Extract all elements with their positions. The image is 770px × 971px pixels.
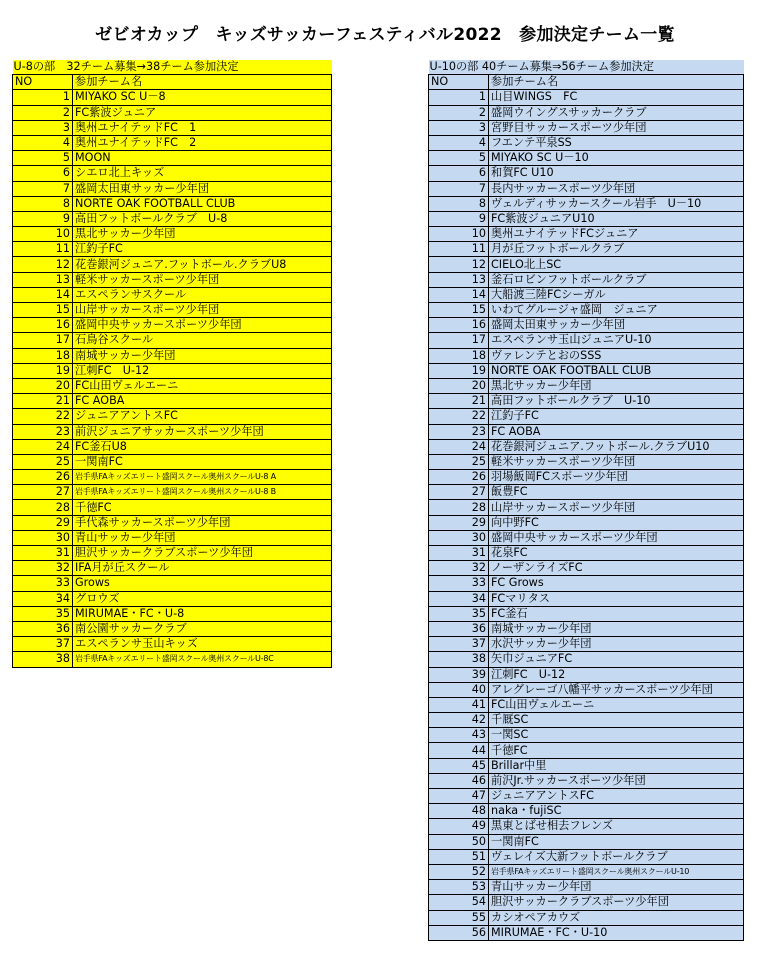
team-name: 黒北サッカー少年団 — [489, 378, 744, 393]
u10-table-body — [429, 60, 744, 940]
team-number: 28 — [13, 500, 73, 515]
team-name: 江釣子FC — [489, 409, 744, 424]
team-name: NORTE OAK FOOTBALL CLUB — [73, 196, 332, 211]
team-number: 5 — [13, 151, 73, 166]
team-number: 55 — [429, 910, 489, 925]
team-name: 一関SC — [489, 728, 744, 743]
table-row — [13, 211, 332, 226]
table-row — [429, 561, 744, 576]
column-header-no: NO — [13, 75, 73, 90]
team-name: 花巻銀河ジュニア.フットボール.クラブU10 — [489, 439, 744, 454]
team-name: Grows — [73, 576, 332, 591]
table-row — [13, 561, 332, 576]
u8-table-body — [13, 60, 332, 667]
team-name: 一関南FC — [489, 834, 744, 849]
table-row — [13, 333, 332, 348]
team-number: 25 — [429, 454, 489, 469]
table-row — [13, 394, 332, 409]
team-name: 手代森サッカースポーツ少年団 — [73, 515, 332, 530]
team-number: 15 — [13, 303, 73, 318]
team-name: 岩手県FAキッズエリート盛岡スクール奥州スクールU-10 — [489, 864, 744, 879]
table-row — [429, 880, 744, 895]
team-name: 高田フットボールクラブ U-8 — [73, 211, 332, 226]
team-name: 長内サッカースポーツ少年団 — [489, 181, 744, 196]
team-number: 28 — [429, 500, 489, 515]
team-number: 24 — [13, 439, 73, 454]
team-number: 7 — [429, 181, 489, 196]
table-row — [13, 606, 332, 621]
team-number: 45 — [429, 758, 489, 773]
team-name: FC AOBA — [489, 424, 744, 439]
team-number: 23 — [13, 424, 73, 439]
team-number: 38 — [13, 652, 73, 667]
team-name: エスペランサスクール — [73, 287, 332, 302]
team-number: 43 — [429, 728, 489, 743]
team-name: 矢巾ジュニアFC — [489, 652, 744, 667]
team-number: 47 — [429, 789, 489, 804]
team-number: 51 — [429, 849, 489, 864]
table-row — [429, 758, 744, 773]
team-number: 39 — [429, 667, 489, 682]
team-number: 31 — [13, 546, 73, 561]
team-name: シエロ北上キッズ — [73, 166, 332, 181]
table-row — [429, 333, 744, 348]
team-name: 胆沢サッカークラブスポーツ少年団 — [73, 546, 332, 561]
table-row — [429, 743, 744, 758]
team-number: 21 — [13, 394, 73, 409]
table-header-row — [429, 75, 744, 90]
team-number: 27 — [429, 485, 489, 500]
team-number: 16 — [13, 318, 73, 333]
team-number: 10 — [13, 227, 73, 242]
table-row — [429, 849, 744, 864]
team-name: 前沢ジュニアサッカースポーツ少年団 — [73, 424, 332, 439]
team-name: 岩手県FAキッズエリート盛岡スクール奥州スクールU-8 A — [73, 470, 332, 485]
table-row — [13, 303, 332, 318]
team-number: 29 — [13, 515, 73, 530]
team-number: 32 — [429, 561, 489, 576]
team-name: 奥州ユナイテッドFC 1 — [73, 120, 332, 135]
team-number: 2 — [13, 105, 73, 120]
team-name: 山岸サッカースポーツ少年団 — [73, 303, 332, 318]
team-number: 37 — [13, 637, 73, 652]
table-header-row — [13, 75, 332, 90]
team-name: 奥州ユナイテッドFCジュニア — [489, 227, 744, 242]
team-name: 月が丘フットボールクラブ — [489, 242, 744, 257]
team-number: 42 — [429, 713, 489, 728]
team-number: 3 — [429, 120, 489, 135]
team-name: 宮野目サッカースポーツ少年団 — [489, 120, 744, 135]
team-number: 1 — [429, 90, 489, 105]
team-name: 盛岡太田東サッカー少年団 — [489, 318, 744, 333]
team-number: 35 — [13, 606, 73, 621]
team-name: IFA月が丘スクール — [73, 561, 332, 576]
team-number: 13 — [13, 272, 73, 287]
team-name: FC AOBA — [73, 394, 332, 409]
team-number: 33 — [13, 576, 73, 591]
table-row — [429, 272, 744, 287]
team-name: 花巻銀河ジュニア.フットボール.クラブU8 — [73, 257, 332, 272]
team-name: Brillar中里 — [489, 758, 744, 773]
team-name: naka・fujiSC — [489, 804, 744, 819]
team-name: FCマリタス — [489, 591, 744, 606]
table-row — [13, 90, 332, 105]
table-row — [13, 500, 332, 515]
team-number: 31 — [429, 546, 489, 561]
team-name: NORTE OAK FOOTBALL CLUB — [489, 363, 744, 378]
team-number: 6 — [13, 166, 73, 181]
team-name: MIYAKO SC U－8 — [73, 90, 332, 105]
team-name: ヴェレイズ大新フットボールクラブ — [489, 849, 744, 864]
team-number: 14 — [13, 287, 73, 302]
table-row — [13, 135, 332, 150]
table-row — [429, 515, 744, 530]
team-number: 27 — [13, 485, 73, 500]
table-row — [429, 819, 744, 834]
table-row — [13, 470, 332, 485]
u8-caption: U-8の部 32チーム募集→38チーム参加決定 — [13, 60, 332, 75]
team-number: 53 — [429, 880, 489, 895]
table-row — [13, 515, 332, 530]
table-row — [429, 394, 744, 409]
team-name: FC山田ヴェルエーニ — [73, 378, 332, 393]
table-row — [429, 181, 744, 196]
table-row — [13, 242, 332, 257]
team-number: 17 — [13, 333, 73, 348]
team-number: 25 — [13, 454, 73, 469]
table-row — [13, 591, 332, 606]
team-number: 54 — [429, 895, 489, 910]
table-row — [13, 409, 332, 424]
table-row — [13, 546, 332, 561]
team-number: 34 — [13, 591, 73, 606]
team-name: グロウズ — [73, 591, 332, 606]
team-name: 飯豊FC — [489, 485, 744, 500]
table-row — [13, 287, 332, 302]
table-row — [429, 925, 744, 940]
team-name: 向中野FC — [489, 515, 744, 530]
team-number: 14 — [429, 287, 489, 302]
table-row — [429, 789, 744, 804]
team-name: 江刺FC U-12 — [489, 667, 744, 682]
table-row — [429, 318, 744, 333]
team-name: 盛岡ウイングスサッカークラブ — [489, 105, 744, 120]
team-number: 9 — [429, 211, 489, 226]
team-name: 盛岡太田東サッカー少年団 — [73, 181, 332, 196]
team-number: 20 — [429, 378, 489, 393]
u10-caption: U-10の部 40チーム募集⇒56チーム参加決定 — [429, 60, 744, 75]
table-row — [429, 227, 744, 242]
team-name: 釜石ロビンフットボールクラブ — [489, 272, 744, 287]
table-row — [429, 773, 744, 788]
team-number: 44 — [429, 743, 489, 758]
table-row — [429, 90, 744, 105]
table-row — [429, 485, 744, 500]
table-row — [13, 652, 332, 667]
team-number: 56 — [429, 925, 489, 940]
table-row — [13, 424, 332, 439]
team-name: 水沢サッカー少年団 — [489, 637, 744, 652]
table-row — [429, 211, 744, 226]
table-row — [13, 439, 332, 454]
team-name: エスペランサ玉山ジュニアU-10 — [489, 333, 744, 348]
team-name: 千徳FC — [73, 500, 332, 515]
team-number: 29 — [429, 515, 489, 530]
table-row — [429, 424, 744, 439]
table-row — [429, 500, 744, 515]
table-row — [13, 227, 332, 242]
table-row — [429, 864, 744, 879]
column-header-team: 参加チーム名 — [73, 75, 332, 90]
table-row — [429, 697, 744, 712]
column-header-no: NO — [429, 75, 489, 90]
team-number: 34 — [429, 591, 489, 606]
table-row — [429, 834, 744, 849]
table-row — [429, 120, 744, 135]
team-number: 48 — [429, 804, 489, 819]
table-row — [429, 470, 744, 485]
team-name: CIELO北上SC — [489, 257, 744, 272]
team-name: MIYAKO SC U－10 — [489, 151, 744, 166]
team-name: 胆沢サッカークラブスポーツ少年団 — [489, 895, 744, 910]
team-number: 19 — [13, 363, 73, 378]
team-name: 青山サッカー少年団 — [73, 530, 332, 545]
table-row — [429, 363, 744, 378]
team-number: 2 — [429, 105, 489, 120]
team-number: 37 — [429, 637, 489, 652]
table-row — [429, 713, 744, 728]
table-row — [429, 667, 744, 682]
team-number: 23 — [429, 424, 489, 439]
team-number: 10 — [429, 227, 489, 242]
team-number: 22 — [429, 409, 489, 424]
team-name: 江刺FC U-12 — [73, 363, 332, 378]
team-name: 盛岡中央サッカースポーツ少年団 — [73, 318, 332, 333]
team-number: 20 — [13, 378, 73, 393]
team-number: 3 — [13, 120, 73, 135]
team-name: 奥州ユナイテッドFC 2 — [73, 135, 332, 150]
team-number: 36 — [429, 621, 489, 636]
team-name: MOON — [73, 151, 332, 166]
team-number: 30 — [429, 530, 489, 545]
table-row — [429, 242, 744, 257]
table-row — [13, 454, 332, 469]
team-number: 11 — [13, 242, 73, 257]
table-row — [13, 196, 332, 211]
table-row — [429, 591, 744, 606]
team-name: エスペランサ玉山キッズ — [73, 637, 332, 652]
team-name: 盛岡中央サッカースポーツ少年団 — [489, 530, 744, 545]
team-number: 17 — [429, 333, 489, 348]
team-number: 9 — [13, 211, 73, 226]
team-number: 12 — [429, 257, 489, 272]
table-row — [429, 257, 744, 272]
team-name: 南公園サッカークラブ — [73, 621, 332, 636]
table-row — [13, 318, 332, 333]
table-row — [429, 652, 744, 667]
team-number: 33 — [429, 576, 489, 591]
team-name: 一関南FC — [73, 454, 332, 469]
team-name: 山目WINGS FC — [489, 90, 744, 105]
table-row — [429, 637, 744, 652]
table-row — [429, 606, 744, 621]
team-number: 41 — [429, 697, 489, 712]
team-number: 8 — [13, 196, 73, 211]
team-number: 32 — [13, 561, 73, 576]
team-name: 南城サッカー少年団 — [489, 621, 744, 636]
team-number: 6 — [429, 166, 489, 181]
table-caption-row — [429, 60, 744, 75]
table-row — [13, 105, 332, 120]
team-name: 山岸サッカースポーツ少年団 — [489, 500, 744, 515]
team-number: 35 — [429, 606, 489, 621]
table-row — [429, 682, 744, 697]
team-name: ヴァレンテとおのSSS — [489, 348, 744, 363]
table-row — [429, 135, 744, 150]
team-name: 前沢Jr.サッカースポーツ少年団 — [489, 773, 744, 788]
column-header-team: 参加チーム名 — [489, 75, 744, 90]
team-name: FC紫波ジュニア — [73, 105, 332, 120]
team-number: 19 — [429, 363, 489, 378]
team-number: 4 — [429, 135, 489, 150]
table-row — [13, 530, 332, 545]
team-number: 46 — [429, 773, 489, 788]
team-number: 40 — [429, 682, 489, 697]
team-name: 花泉FC — [489, 546, 744, 561]
table-row — [13, 120, 332, 135]
table-row — [429, 409, 744, 424]
team-name: ノーザンライズFC — [489, 561, 744, 576]
team-name: フエンテ平泉SS — [489, 135, 744, 150]
table-row — [429, 105, 744, 120]
team-name: FC釜石U8 — [73, 439, 332, 454]
table-caption-row — [13, 60, 332, 75]
table-row — [429, 378, 744, 393]
table-row — [429, 439, 744, 454]
team-number: 16 — [429, 318, 489, 333]
table-row — [429, 530, 744, 545]
page-title: ゼビオカップ キッズサッカーフェスティバル2022 参加決定チーム一覧 — [95, 25, 675, 45]
table-row — [429, 348, 744, 363]
team-name: 岩手県FAキッズエリート盛岡スクール奥州スクールU-8 B — [73, 485, 332, 500]
table-row — [429, 454, 744, 469]
team-number: 49 — [429, 819, 489, 834]
team-name: 青山サッカー少年団 — [489, 880, 744, 895]
team-name: 岩手県FAキッズエリート盛岡スクール奥州スクールU-8C — [73, 652, 332, 667]
team-number: 36 — [13, 621, 73, 636]
team-number: 26 — [429, 470, 489, 485]
table-row — [429, 895, 744, 910]
table-row — [13, 151, 332, 166]
team-name: 千徳FC — [489, 743, 744, 758]
team-name: 石鳥谷スクール — [73, 333, 332, 348]
table-row — [13, 272, 332, 287]
team-number: 18 — [13, 348, 73, 363]
team-number: 7 — [13, 181, 73, 196]
team-name: アレグレーゴ八幡平サッカースポーツ少年団 — [489, 682, 744, 697]
team-name: ジュニアアントスFC — [73, 409, 332, 424]
u10-team-table — [428, 60, 744, 941]
u8-team-table — [12, 60, 332, 668]
team-name: FC釜石 — [489, 606, 744, 621]
team-number: 24 — [429, 439, 489, 454]
team-number: 11 — [429, 242, 489, 257]
table-row — [13, 637, 332, 652]
table-row — [13, 181, 332, 196]
team-name: 軽米サッカースポーツ少年団 — [73, 272, 332, 287]
team-number: 8 — [429, 196, 489, 211]
table-row — [13, 576, 332, 591]
team-number: 22 — [13, 409, 73, 424]
team-number: 38 — [429, 652, 489, 667]
team-name: 江釣子FC — [73, 242, 332, 257]
team-name: 南城サッカー少年団 — [73, 348, 332, 363]
team-number: 1 — [13, 90, 73, 105]
team-number: 15 — [429, 303, 489, 318]
team-number: 52 — [429, 864, 489, 879]
team-name: 黒東とばせ相去フレンズ — [489, 819, 744, 834]
table-row — [429, 910, 744, 925]
team-number: 12 — [13, 257, 73, 272]
table-row — [13, 378, 332, 393]
team-number: 5 — [429, 151, 489, 166]
team-name: ジュニアアントスFC — [489, 789, 744, 804]
team-name: FC紫波ジュニアU10 — [489, 211, 744, 226]
team-name: 和賀FC U10 — [489, 166, 744, 181]
team-number: 18 — [429, 348, 489, 363]
team-number: 21 — [429, 394, 489, 409]
table-row — [13, 485, 332, 500]
team-number: 4 — [13, 135, 73, 150]
table-row — [13, 166, 332, 181]
table-row — [429, 546, 744, 561]
team-number: 50 — [429, 834, 489, 849]
table-row — [429, 576, 744, 591]
team-name: FC山田ヴェルエーニ — [489, 697, 744, 712]
team-name: MIRUMAE・FC・U-8 — [73, 606, 332, 621]
table-row — [429, 196, 744, 211]
team-number: 26 — [13, 470, 73, 485]
team-name: MIRUMAE・FC・U-10 — [489, 925, 744, 940]
table-row — [429, 151, 744, 166]
table-row — [13, 363, 332, 378]
table-row — [429, 166, 744, 181]
table-row — [13, 257, 332, 272]
table-row — [429, 621, 744, 636]
table-row — [429, 804, 744, 819]
team-name: カシオペアカウズ — [489, 910, 744, 925]
team-number: 13 — [429, 272, 489, 287]
table-row — [13, 348, 332, 363]
team-name: いわてグルージャ盛岡 ジュニア — [489, 303, 744, 318]
team-number: 30 — [13, 530, 73, 545]
table-row — [429, 303, 744, 318]
team-name: 千厩SC — [489, 713, 744, 728]
team-name: 軽米サッカースポーツ少年団 — [489, 454, 744, 469]
team-name: 黒北サッカー少年団 — [73, 227, 332, 242]
table-row — [429, 287, 744, 302]
table-row — [429, 728, 744, 743]
team-name: ヴェルディサッカースクール岩手 U－10 — [489, 196, 744, 211]
team-name: 大船渡三陸FCシーガル — [489, 287, 744, 302]
team-name: FC Grows — [489, 576, 744, 591]
table-row — [13, 621, 332, 636]
team-name: 羽場飯岡FCスポーツ少年団 — [489, 470, 744, 485]
team-name: 高田フットボールクラブ U-10 — [489, 394, 744, 409]
